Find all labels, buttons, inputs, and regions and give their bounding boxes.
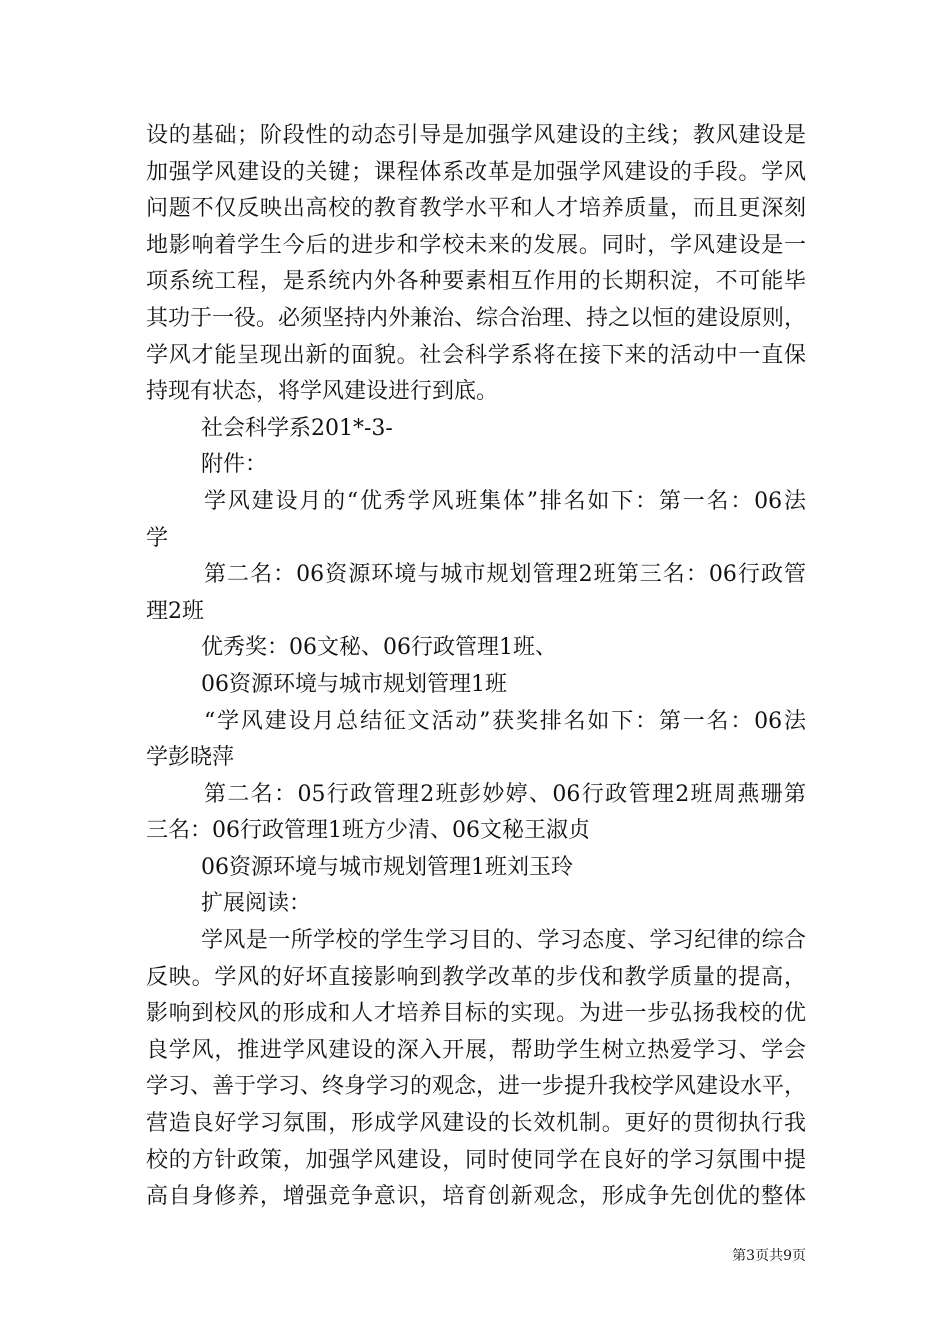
paragraph-line: 反映。学风的好坏直接影响到教学改革的步伐和教学质量的提高， xyxy=(146,964,806,990)
ranking-line: 理2班 xyxy=(146,598,204,624)
paragraph-line: 学风才能呈现出新的面貌。社会科学系将在接下来的活动中一直保 xyxy=(146,342,806,368)
paragraph-line: 持现有状态，将学风建设进行到底。 xyxy=(146,379,499,405)
document-body xyxy=(146,118,806,1216)
paragraph-line: 加强学风建设的关键；课程体系改革是加强学风建设的手段。学风 xyxy=(146,159,806,185)
page-indicator: 第3页共9页 xyxy=(732,1248,806,1264)
paragraph-line: 学风是一所学校的学生学习目的、学习态度、学习纪律的综合 xyxy=(201,928,806,954)
paragraph-line: 设的基础；阶段性的动态引导是加强学风建设的主线；教风建设是 xyxy=(146,123,806,148)
award-line: 优秀奖：06文秘、06行政管理1班、 xyxy=(201,635,557,661)
paragraph-line: 营造良好学习氛围，形成学风建设的长效机制。更好的贯彻执行我 xyxy=(146,1111,806,1137)
paragraph-line: 其功于一役。必须坚持内外兼治、综合治理、持之以恒的建设原则， xyxy=(146,305,807,331)
paragraph-line: 地影响着学生今后的进步和学校未来的发展。同时，学风建设是一 xyxy=(146,232,806,258)
award-line: 06资源环境与城市规划管理1班 xyxy=(201,671,507,697)
ranking-line: 学 xyxy=(146,525,169,551)
ranking-line: 第二名：06资源环境与城市规划管理2班第三名：06行政管 xyxy=(204,562,806,588)
essay-ranking-line: 三名：06行政管理1班方少清、06文秘王淑贞 xyxy=(146,818,590,844)
signature-line: 社会科学系201*-3- xyxy=(201,415,393,441)
essay-ranking-line: 第二名：05行政管理2班彭妙婷、06行政管理2班周燕珊第 xyxy=(204,781,806,807)
essay-ranking-line: “学风建设月总结征文活动”获奖排名如下：第一名：06法 xyxy=(204,708,806,734)
attachment-label: 附件： xyxy=(201,452,268,478)
ranking-line: 学风建设月的“优秀学风班集体”排名如下：第一名：06法 xyxy=(204,488,806,514)
paragraph-line: 项系统工程，是系统内外各种要素相互作用的长期积淀，不可能毕 xyxy=(146,269,806,295)
extended-reading-label: 扩展阅读： xyxy=(201,891,312,917)
paragraph-line: 影响到校风的形成和人才培养目标的实现。为进一步弘扬我校的优 xyxy=(146,1001,806,1027)
paragraph-line: 高自身修养，增强竞争意识，培育创新观念，形成争先创优的整体 xyxy=(146,1184,806,1210)
paragraph-line: 校的方针政策，加强学风建设，同时使同学在良好的学习氛围中提 xyxy=(146,1147,806,1173)
paragraph-line: 良学风，推进学风建设的深入开展，帮助学生树立热爱学习、学会 xyxy=(146,1037,806,1063)
essay-ranking-line: 学彭晓萍 xyxy=(146,745,235,771)
page-footer xyxy=(0,1247,950,1265)
paragraph-line: 学习、善于学习、终身学习的观念，进一步提升我校学风建设水平， xyxy=(146,1074,807,1100)
paragraph-line: 问题不仅反映出高校的教育教学水平和人才培养质量，而且更深刻 xyxy=(146,196,806,222)
essay-ranking-line: 06资源环境与城市规划管理1班刘玉玲 xyxy=(201,854,573,880)
